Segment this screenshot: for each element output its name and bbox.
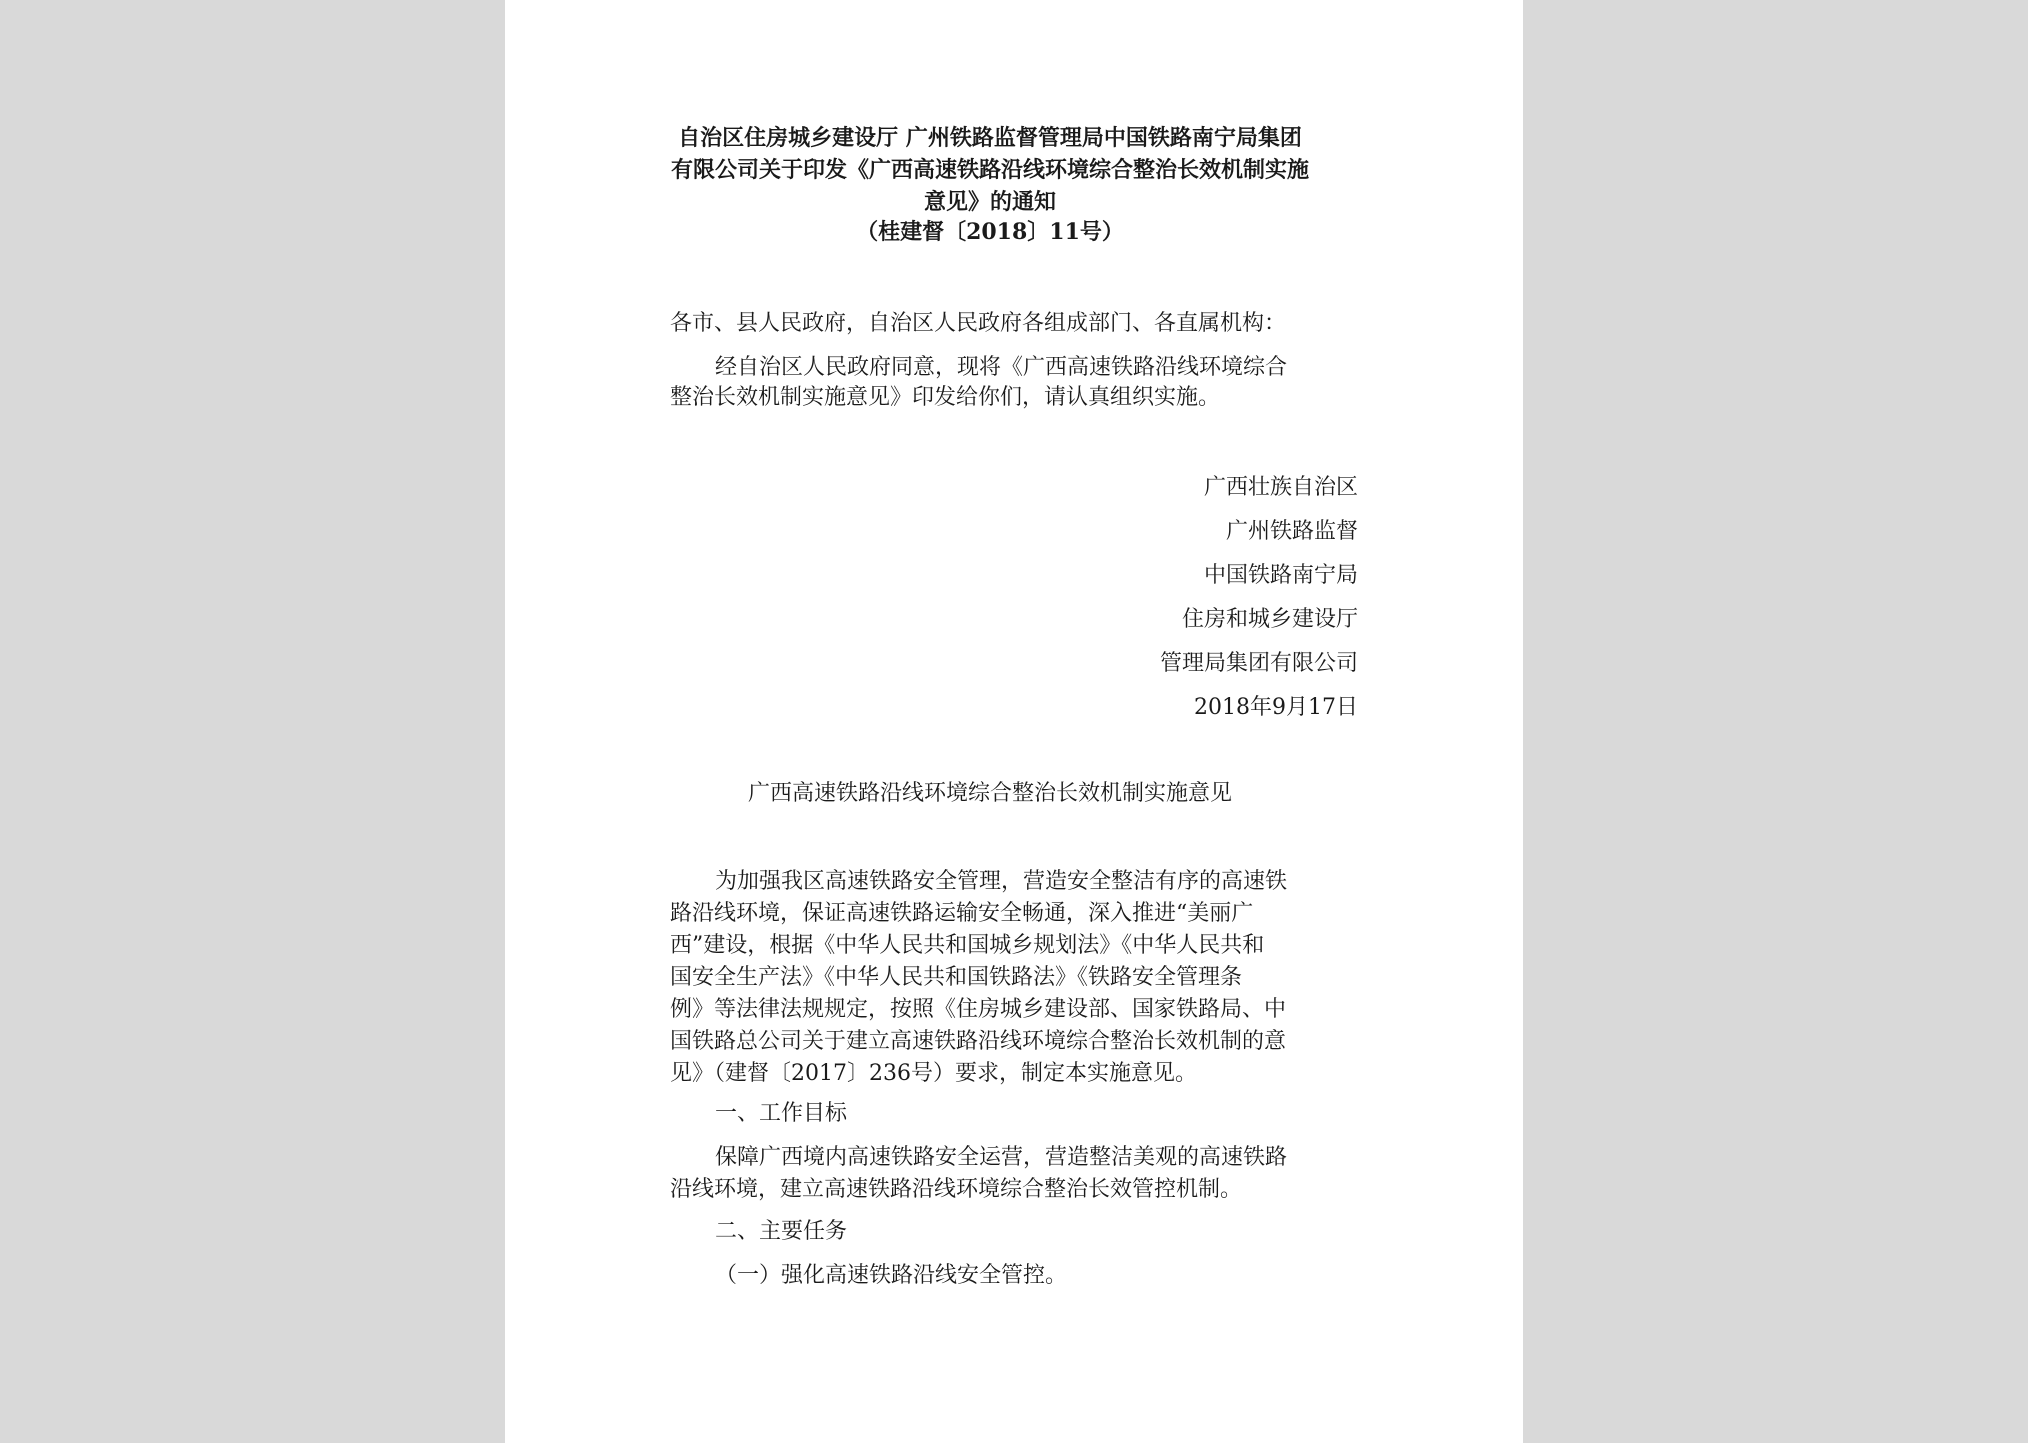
subheading-safety-control: （一）强化高速铁路沿线安全管控。	[715, 1263, 1068, 1288]
body-line-2: 路沿线环境，保证高速铁路运输安全畅通，深入推进“美丽广	[670, 901, 1254, 926]
body-line-6: 国铁路总公司关于建立高速铁路沿线环境综合整治长效机制的意	[670, 1029, 1287, 1054]
notice-title-line-1: 自治区住房城乡建设厅 广州铁路监督管理局中国铁路南宁局集团	[678, 125, 1302, 151]
signatory-5: 管理局集团有限公司	[1159, 651, 1358, 676]
notice-title-line-2: 有限公司关于印发《广西高速铁路沿线环境综合整治长效机制实施	[670, 157, 1309, 183]
goal-line-1: 保障广西境内高速铁路安全运营，营造整洁美观的高速铁路	[715, 1145, 1288, 1170]
intro-line-1: 经自治区人民政府同意，现将《广西高速铁路沿线环境综合	[715, 355, 1288, 380]
goal-line-2: 沿线环境，建立高速铁路沿线环境综合整治长效管控机制。	[670, 1177, 1243, 1202]
issue-date: 2018年9月17日	[1194, 695, 1358, 720]
heading-main-tasks: 二、主要任务	[715, 1219, 848, 1244]
addressee: 各市、县人民政府，自治区人民政府各组成部门、各直属机构：	[670, 311, 1287, 336]
signatory-2: 广州铁路监督	[1225, 519, 1358, 544]
heading-work-goals: 一、工作目标	[715, 1101, 848, 1126]
section-title: 广西高速铁路沿线环境综合整治长效机制实施意见	[747, 781, 1232, 806]
body-line-1: 为加强我区高速铁路安全管理，营造安全整洁有序的高速铁	[715, 869, 1288, 894]
body-line-4: 国安全生产法》《中华人民共和国铁路法》《铁路安全管理条	[670, 965, 1243, 990]
document-number: （桂建督〔2018〕11号）	[856, 219, 1124, 245]
body-line-5: 例》等法律法规规定，按照《住房城乡建设部、国家铁路局、中	[670, 997, 1287, 1022]
signatory-3: 中国铁路南宁局	[1203, 563, 1358, 588]
signatory-1: 广西壮族自治区	[1203, 475, 1358, 500]
intro-line-2: 整治长效机制实施意见》印发给你们，请认真组织实施。	[670, 385, 1221, 410]
body-line-7: 见》（建督〔2017〕236号）要求，制定本实施意见。	[670, 1061, 1197, 1086]
signatory-4: 住房和城乡建设厅	[1181, 607, 1358, 632]
document-page	[505, 0, 1523, 1443]
notice-title-line-3: 意见》的通知	[923, 189, 1056, 215]
body-line-3: 西”建设，根据《中华人民共和国城乡规划法》《中华人民共和	[670, 933, 1265, 958]
